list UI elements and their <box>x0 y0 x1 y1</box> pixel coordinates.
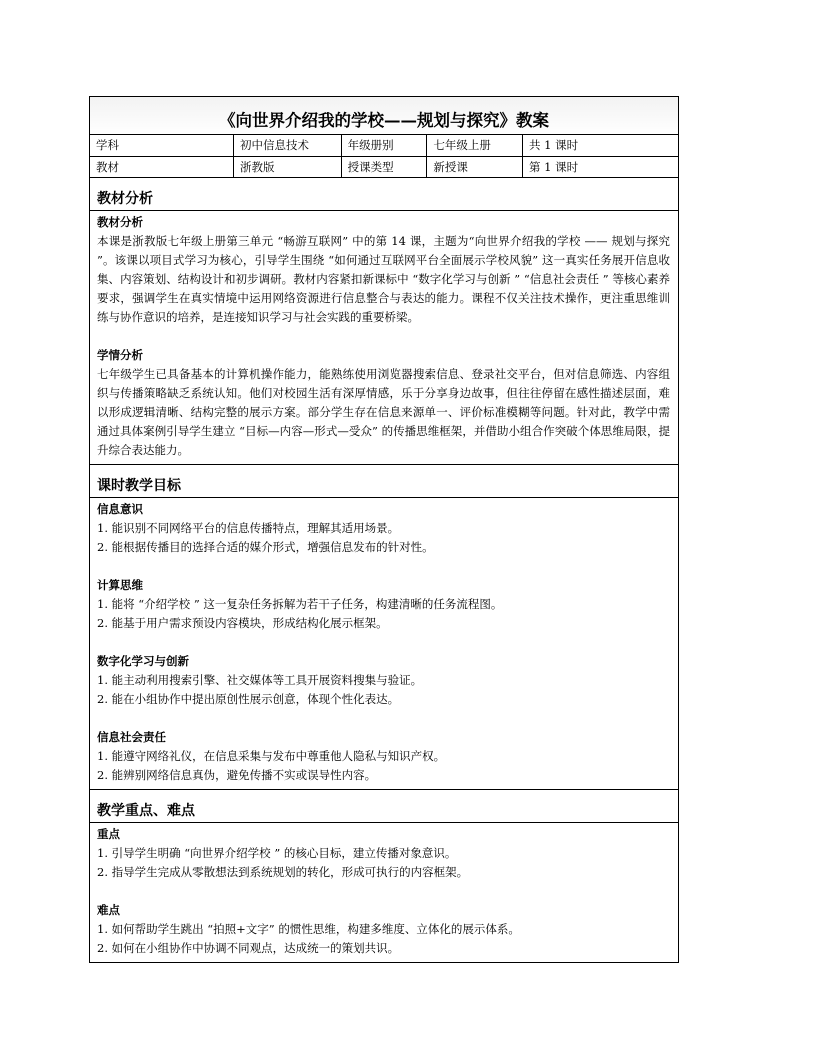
table-cell: 浙教版 <box>233 156 341 177</box>
objective-group-title: 信息社会责任 <box>97 729 166 744</box>
section-heading-key-points: 教学重点、难点 <box>90 790 678 823</box>
table-row <box>90 156 678 177</box>
list-item: 1. 能识别不同网络平台的信息传播特点，理解其适用场景。 <box>97 520 400 535</box>
list-item: 1. 引导学生明确 “向世界介绍学校 ” 的核心目标，建立传播对象意识。 <box>97 845 457 860</box>
list-item: 1. 如何帮助学生跳出 “拍照+文字” 的惯性思维，构建多维度、立体化的展示体系。 <box>97 921 520 936</box>
section-heading-materials: 教材分析 <box>90 178 678 211</box>
section-body-objectives <box>90 498 678 790</box>
objective-group-title: 数字化学习与创新 <box>97 653 189 668</box>
table-row <box>90 135 678 156</box>
table-cell: 新授课 <box>427 156 523 177</box>
list-item: 2. 能基于用户需求预设内容模块，形成结构化展示框架。 <box>97 615 388 630</box>
section-body-materials <box>90 211 678 465</box>
list-item: 2. 指导学生完成从零散想法到系统规划的转化，形成可执行的内容框架。 <box>97 864 469 879</box>
list-item: 1. 能遵守网络礼仪，在信息采集与发布中尊重他人隐私与知识产权。 <box>97 748 446 763</box>
info-table <box>90 135 678 178</box>
table-cell: 学科 <box>90 135 233 156</box>
subheading-material-analysis: 教材分析 <box>97 214 143 229</box>
section-body-key-points <box>90 823 678 962</box>
table-cell: 年级册别 <box>341 135 427 156</box>
table-cell: 第 1 课时 <box>523 156 678 177</box>
key-point-group-title: 重点 <box>97 826 120 841</box>
table-cell: 初中信息技术 <box>233 135 341 156</box>
learner-analysis-text: 七年级学生已具备基本的计算机操作能力，能熟练使用浏览器搜索信息、登录社交平台，但对信息筛选、内容组织与传播策略缺乏系统认知。他们对校园生活有深厚情感，乐于分享身边故事，但往往停留在感性描述层面，难以形成逻辑清晰、结构完整的展示方案。部分学生存在信息来源单一、评价标准模糊等问题。针对此，教学中需通过具体案例引导学生建立 “目标—内容—形式—受众” 的传播思维框架，并借助小组合作突破个体思维局限，提升综合表达能力。 <box>97 366 670 457</box>
material-analysis-text: 本课是浙教版七年级上册第三单元 “畅游互联网” 中的第 14 课，主题为“向世界介绍我的学校 —— 规划与探究 ”。该课以项目式学习为核心，引导学生围绕 “如何通过互联网平台全面展示学校风貌” 这一真实任务展开信息收集、内容策划、结构设计和初步调研。教材内容紧扣新课标中 “数字化学习与创新 ” “信息社会责任 ” 等核心素养要求，强调学生在真实情境中运用网络资源进行信息整合与表达的能力。课程不仅关注技术操作，更注重思维训练与协作意识的培养，是连接知识学习与社会实践的重要桥梁。 <box>97 233 670 324</box>
spacer <box>97 327 670 346</box>
document-title: 《向世界介绍我的学校——规划与探究》教案 <box>90 97 678 135</box>
list-item: 1. 能将 “介绍学校 ” 这一复杂任务拆解为若干子任务，构建清晰的任务流程图。 <box>97 596 503 611</box>
table-cell: 授课类型 <box>341 156 427 177</box>
section-heading-objectives: 课时教学目标 <box>90 465 678 498</box>
list-item: 1. 能主动利用搜索引擎、社交媒体等工具开展资料搜集与验证。 <box>97 672 423 687</box>
spacer <box>97 633 670 652</box>
list-item: 2. 能根据传播目的选择合适的媒介形式，增强信息发布的针对性。 <box>97 539 434 554</box>
key-point-group-title: 难点 <box>97 902 120 917</box>
spacer <box>97 557 670 576</box>
lesson-plan-document <box>89 96 679 963</box>
objective-group-title: 计算思维 <box>97 577 143 592</box>
list-item: 2. 如何在小组协作中协调不同观点，达成统一的策划共识。 <box>97 940 400 955</box>
subheading-learner-analysis: 学情分析 <box>97 347 143 362</box>
spacer <box>97 709 670 728</box>
objective-group-title: 信息意识 <box>97 501 143 516</box>
list-item: 2. 能辨别网络信息真伪，避免传播不实或误导性内容。 <box>97 767 377 782</box>
list-item: 2. 能在小组协作中提出原创性展示创意，体现个性化表达。 <box>97 691 400 706</box>
spacer <box>97 882 670 901</box>
table-cell: 共 1 课时 <box>523 135 678 156</box>
table-cell: 教材 <box>90 156 233 177</box>
table-cell: 七年级上册 <box>427 135 523 156</box>
